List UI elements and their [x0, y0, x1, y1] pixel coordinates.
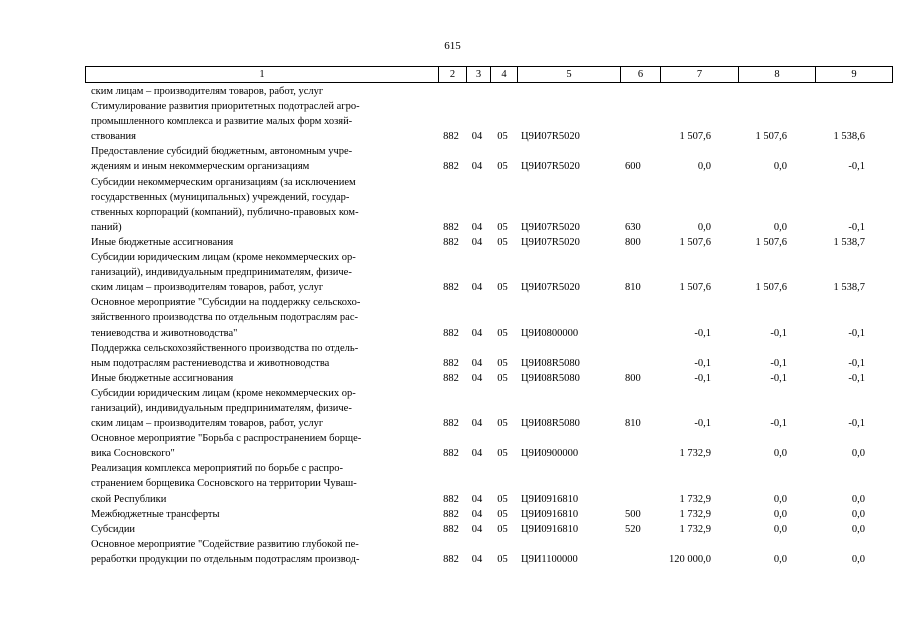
cell-v2: 0,0 [773, 221, 787, 233]
row-name-line: ской Республики [91, 493, 167, 505]
table-body [85, 84, 870, 567]
table-row [85, 461, 870, 506]
row-name-line: ганизаций), индивидуальным предпринимателям, физиче- [91, 267, 352, 279]
cell-v2: -0,1 [770, 418, 787, 430]
cell-v2: -0,1 [770, 327, 787, 339]
row-name [85, 84, 436, 99]
cell-v3: 0,0 [851, 508, 865, 520]
cell-subsection: 05 [497, 327, 508, 339]
cell-v3: 0,0 [851, 523, 865, 535]
cell-section: 04 [471, 523, 483, 535]
row-name-line: Основное мероприятие "Борьба с распространением борще- [91, 433, 362, 445]
row-name-line: тениеводства и животноводства" [91, 327, 238, 339]
cell-v1: 1 732,9 [679, 493, 711, 505]
row-name-line: Иные бюджетные ассигнования [91, 236, 234, 248]
row-name-line: Стимулирование развития приоритетных подотраслей агро- [91, 101, 360, 113]
cell-section: 04 [471, 327, 483, 339]
cell-target: Ц9И08R5080 [521, 357, 580, 369]
cell-v2: 0,0 [773, 493, 787, 505]
cell-ministry: 882 [443, 372, 459, 384]
row-name-line: Основное мероприятие "Содействие развитию глубокой пе- [91, 538, 359, 550]
cell-ministry: 882 [443, 493, 459, 505]
row-name-line: ским лицам – производителям товаров, работ, услуг [91, 418, 324, 430]
cell-v1: 1 507,6 [679, 282, 711, 294]
cell-target: Ц9И07R5020 [521, 161, 580, 173]
table-row [85, 341, 870, 371]
cell-section: 04 [471, 418, 483, 430]
row-name-line: промышленного комплекса и развитие малых форм хозяй- [91, 116, 353, 128]
row-name-line: Реализация комплекса мероприятий по борьбе с распро- [91, 463, 343, 475]
cell-target: Ц9И07R5020 [521, 236, 580, 248]
cell-ministry: 882 [443, 553, 459, 565]
cell-target: Ц9И1100000 [521, 553, 578, 565]
cell-section: 04 [471, 131, 483, 143]
row-name-line: реработки продукции по отдельным подотраслям производ- [91, 553, 360, 565]
cell-subsection: 05 [497, 448, 508, 460]
row-name-line: Предоставление субсидий бюджетным, автономным учре- [91, 146, 353, 158]
table-row [85, 250, 870, 295]
cell-v1: 1 732,9 [679, 448, 711, 460]
row-name-line: зяйственного производства по отдельным подотраслям рас- [91, 312, 358, 324]
cell-section: 04 [471, 282, 483, 294]
cell-subsection: 05 [497, 161, 508, 173]
table-row [85, 295, 870, 340]
cell-expense: 600 [625, 161, 641, 173]
row-name-line: Субсидии юридическим лицам (кроме некоммерческих ор- [91, 387, 356, 399]
row-name-line: ским лицам – производителям товаров, работ, услуг [91, 86, 324, 97]
row-name [85, 371, 436, 386]
cell-section: 04 [471, 508, 483, 520]
cell-subsection: 05 [497, 493, 508, 505]
cell-ministry: 882 [443, 448, 459, 460]
row-name-line: государственных (муниципальных) учреждений, государ- [91, 191, 350, 203]
cell-v3: 1 538,7 [833, 282, 865, 294]
cell-expense: 520 [625, 523, 641, 535]
row-name-line: ским лицам – производителям товаров, работ, услуг [91, 282, 324, 294]
cell-v2: 0,0 [773, 523, 787, 535]
row-name-line: Субсидии [91, 523, 136, 535]
cell-v3: 0,0 [851, 553, 865, 565]
cell-subsection: 05 [497, 282, 508, 294]
page-number: 615 [444, 40, 461, 52]
cell-ministry: 882 [443, 357, 459, 369]
cell-section: 04 [471, 493, 483, 505]
cell-subsection: 05 [497, 418, 508, 430]
cell-target: Ц9И07R5020 [521, 282, 580, 294]
cell-v1: 1 732,9 [679, 508, 711, 520]
row-name [85, 537, 436, 567]
header-col-3: 3 [467, 67, 491, 83]
cell-ministry: 882 [443, 221, 459, 233]
cell-section: 04 [471, 372, 483, 384]
row-name-line: ным подотраслям растениеводства и животноводства [91, 357, 330, 369]
cell-ministry: 882 [443, 418, 459, 430]
cell-expense: 630 [625, 221, 641, 233]
header-col-1: 1 [86, 67, 439, 83]
row-name [85, 175, 436, 235]
cell-expense: 810 [625, 418, 641, 430]
row-name-line: ганизаций), индивидуальным предпринимателям, физиче- [91, 402, 352, 414]
cell-ministry: 882 [443, 508, 459, 520]
cell-ministry: 882 [443, 161, 459, 173]
table-row [85, 235, 870, 250]
header-col-7: 7 [661, 67, 739, 83]
cell-section [465, 84, 489, 99]
row-name [85, 461, 436, 506]
row-name-line: Межбюджетные трансферты [91, 508, 220, 520]
cell-expense: 800 [625, 236, 641, 248]
cell-v1: 1 507,6 [679, 131, 711, 143]
header-col-4: 4 [491, 67, 518, 83]
cell-v2: 0,0 [773, 508, 787, 520]
row-name-line: Поддержка сельскохозяйственного производства по отдель- [91, 342, 359, 354]
row-name [85, 99, 436, 144]
row-name-line: Иные бюджетные ассигнования [91, 372, 234, 384]
row-name [85, 522, 436, 537]
cell-subsection: 05 [497, 236, 508, 248]
cell-v1 [659, 84, 711, 99]
table-row [85, 386, 870, 431]
row-name-line: Субсидии некоммерческим организациям (за исключением [91, 176, 356, 188]
cell-v3: 1 538,6 [833, 131, 865, 143]
cell-subsection: 05 [497, 372, 508, 384]
cell-subsection [489, 84, 516, 99]
cell-section: 04 [471, 221, 483, 233]
table-row [85, 537, 870, 567]
cell-target: Ц9И0916810 [521, 493, 579, 505]
cell-v1: -0,1 [694, 327, 711, 339]
row-name [85, 235, 436, 250]
cell-section: 04 [471, 448, 483, 460]
table-row [85, 175, 870, 235]
cell-target: Ц9И08R5080 [521, 372, 580, 384]
cell-ministry: 882 [443, 327, 459, 339]
cell-ministry: 882 [443, 282, 459, 294]
row-name [85, 295, 436, 340]
header-col-6: 6 [621, 67, 661, 83]
row-name-line: ждениям и иным некоммерческим организациям [91, 161, 310, 173]
cell-subsection: 05 [497, 508, 508, 520]
cell-subsection: 05 [497, 553, 508, 565]
cell-ministry: 882 [443, 236, 459, 248]
cell-v2 [711, 84, 787, 99]
cell-ministry: 882 [443, 131, 459, 143]
cell-target [516, 84, 624, 99]
cell-v3: -0,1 [848, 418, 865, 430]
cell-target: Ц9И0900000 [521, 448, 579, 460]
row-name [85, 386, 436, 431]
cell-v1: 0,0 [697, 161, 711, 173]
cell-v2: 0,0 [773, 553, 787, 565]
cell-v3: 0,0 [851, 448, 865, 460]
cell-expense: 800 [625, 372, 641, 384]
cell-v3 [787, 84, 865, 99]
cell-section: 04 [471, 357, 483, 369]
row-name-line: странением борщевика Сосновского на территории Чуваш- [91, 478, 357, 490]
cell-v3: -0,1 [848, 327, 865, 339]
table-row [85, 507, 870, 522]
row-name-line: вика Сосновского" [91, 448, 175, 460]
row-name-line: ствования [91, 131, 136, 143]
table-row [85, 144, 870, 174]
cell-v1: -0,1 [694, 372, 711, 384]
cell-section: 04 [471, 161, 483, 173]
cell-v2: 0,0 [773, 161, 787, 173]
cell-v2: -0,1 [770, 372, 787, 384]
cell-subsection: 05 [497, 221, 508, 233]
row-name [85, 507, 436, 522]
cell-subsection: 05 [497, 357, 508, 369]
header-col-8: 8 [739, 67, 816, 83]
header-col-2: 2 [439, 67, 467, 83]
cell-v1: 0,0 [697, 221, 711, 233]
cell-target: Ц9И0916810 [521, 508, 579, 520]
row-name [85, 250, 436, 295]
cell-v3: 1 538,7 [833, 236, 865, 248]
cell-v2: 0,0 [773, 448, 787, 460]
header-col-5: 5 [518, 67, 621, 83]
table-row [85, 371, 870, 386]
cell-v2: 1 507,6 [755, 131, 787, 143]
cell-v2: 1 507,6 [755, 236, 787, 248]
cell-v1: -0,1 [694, 418, 711, 430]
cell-section: 04 [471, 236, 483, 248]
cell-section: 04 [471, 553, 483, 565]
cell-v3: -0,1 [848, 372, 865, 384]
row-name-line: ственных корпораций (компаний), публично-правовых ком- [91, 206, 359, 218]
cell-v2: 1 507,6 [755, 282, 787, 294]
row-name [85, 431, 436, 461]
cell-ministry [437, 84, 465, 99]
cell-target: Ц9И0916810 [521, 523, 579, 535]
row-name-line: Субсидии юридическим лицам (кроме некоммерческих ор- [91, 252, 356, 264]
cell-expense: 500 [625, 508, 641, 520]
cell-v1: -0,1 [694, 357, 711, 369]
row-name-line: паний) [91, 221, 122, 233]
row-name [85, 341, 436, 371]
cell-expense: 810 [625, 282, 641, 294]
table-header [85, 66, 893, 83]
cell-v1: 1 732,9 [679, 523, 711, 535]
header-col-9: 9 [816, 67, 893, 83]
cell-v1: 1 507,6 [679, 236, 711, 248]
cell-v2: -0,1 [770, 357, 787, 369]
cell-ministry: 882 [443, 523, 459, 535]
cell-v1: 120 000,0 [669, 553, 711, 565]
cell-v3: 0,0 [851, 493, 865, 505]
cell-v3: -0,1 [848, 161, 865, 173]
cell-target: Ц9И08R5080 [521, 418, 580, 430]
table-row [85, 522, 870, 537]
cell-v3: -0,1 [848, 221, 865, 233]
row-name-line: Основное мероприятие "Субсидии на поддержку сельскохо- [91, 297, 361, 309]
table-row [85, 84, 870, 99]
cell-target: Ц9И0800000 [521, 327, 579, 339]
cell-target: Ц9И07R5020 [521, 221, 580, 233]
table-row [85, 99, 870, 144]
row-name [85, 144, 436, 174]
cell-target: Ц9И07R5020 [521, 131, 580, 143]
table-row [85, 431, 870, 461]
cell-subsection: 05 [497, 131, 508, 143]
cell-v3: -0,1 [848, 357, 865, 369]
cell-subsection: 05 [497, 523, 508, 535]
